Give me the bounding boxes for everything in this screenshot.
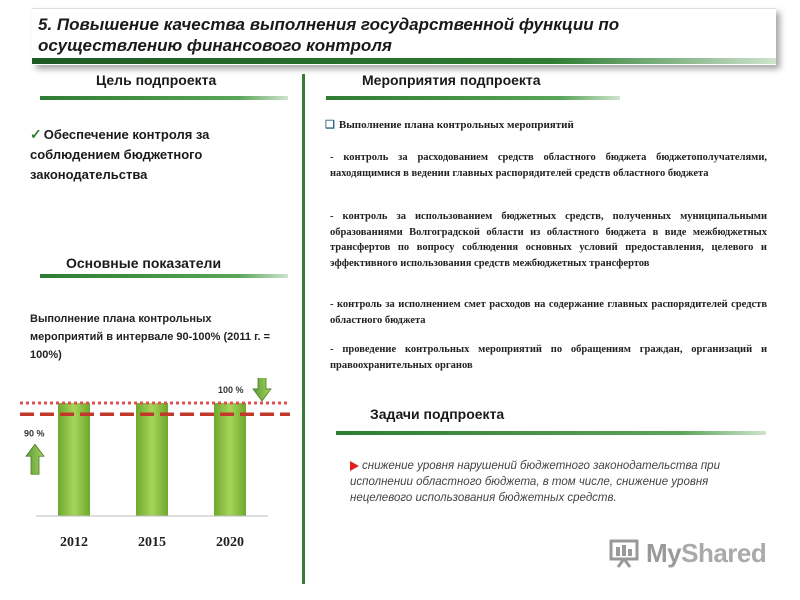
bar-2020	[214, 403, 246, 516]
goal-heading: Цель подпроекта	[96, 72, 217, 88]
page-title: 5. Повышение качества выполнения государственной функции по осуществлению финансового контроля	[38, 15, 620, 55]
bar-chart	[0, 378, 300, 558]
task-text	[350, 458, 740, 506]
main-activity	[325, 118, 574, 131]
myshared-logo	[608, 537, 766, 569]
x-tick-label: 2015	[138, 535, 166, 550]
goal-text-content: Обеспечение контроля за соблюдением бюджетного законодательства	[30, 127, 210, 182]
logo-text-my: My	[646, 537, 682, 568]
indicators-text: Выполнение плана контрольных мероприятий в интервале 90-100% (2011 г. = 100%)	[30, 313, 271, 361]
goal-text	[30, 124, 260, 185]
check-icon: ✓	[30, 126, 42, 142]
x-tick-label: 2020	[216, 535, 244, 550]
presentation-icon	[608, 537, 640, 569]
logo-text	[646, 538, 766, 569]
indicators-heading-underline	[40, 274, 288, 278]
activities-heading: Мероприятия подпроекта	[362, 72, 541, 88]
task-text-content: снижение уровня нарушений бюджетного законодательства при исполнении областного бюджета, в том числе, снижение уровня нецелевого использования бюджетных средств.	[350, 460, 720, 504]
activities-heading-underline	[326, 96, 620, 100]
x-tick-label: 2012	[60, 535, 88, 550]
label-100: 100 %	[218, 384, 244, 395]
tasks-heading-underline	[336, 431, 766, 435]
bar-2015	[136, 403, 168, 516]
activity-item: - проведение контрольных мероприятий по обращениям граждан, организаций и правоохранительных органов	[330, 344, 767, 371]
indicators-heading: Основные показатели	[66, 255, 222, 271]
activity-item: - контроль за исполнением смет расходов на содержание главных распорядителей средств областного бюджета	[330, 299, 767, 326]
tasks-heading: Задачи подпроекта	[370, 406, 505, 422]
bar-2012	[58, 403, 90, 516]
checkbox-bullet-icon: ❑	[325, 119, 335, 131]
column-divider	[302, 74, 305, 584]
down-arrow-icon	[253, 378, 271, 401]
label-90: 90 %	[24, 428, 45, 439]
up-arrow-icon	[26, 444, 44, 474]
red-arrow-icon	[350, 461, 359, 471]
activity-item: - контроль за использованием бюджетных средств, полученных муниципальными образованиями Волгоградской области из областного бюджета в виде межбюджетных трансфертов по вопросу соблюдения основных условий предоставления, целевого и эффективного использования средств межбюджетных трансфертов	[330, 211, 767, 269]
main-activity-label: Выполнение плана контрольных мероприятий	[338, 119, 574, 131]
logo-text-shared: Shared	[681, 537, 767, 568]
header-underline	[32, 58, 776, 64]
activity-item: - контроль за расходованием средств областного бюджета бюджетополучателями, находящимися в ведении главных распорядителей средств областного бюджета	[330, 152, 767, 179]
goal-heading-underline	[40, 96, 288, 100]
